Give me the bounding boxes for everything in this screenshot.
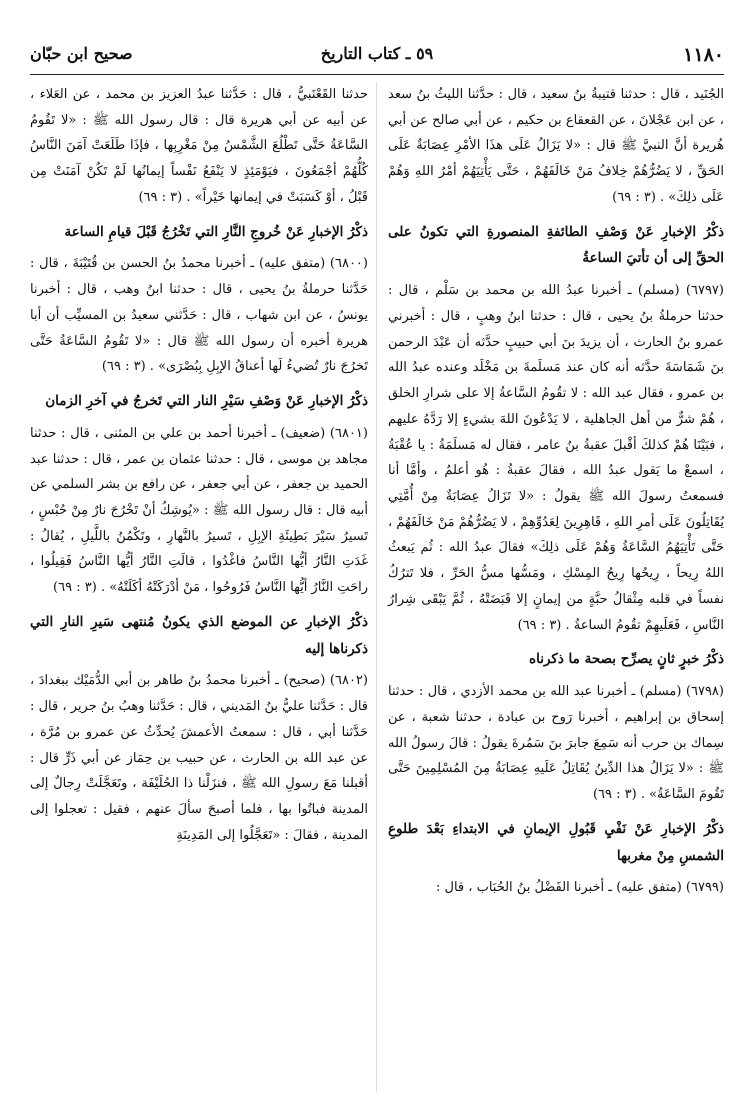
column-divider — [376, 82, 377, 1092]
section-heading: ذكْرُ الإخبارِ عن الموضع الذي يكونُ مُنتهى سَيرِ النارِ التي ذكرناها إليه — [30, 613, 368, 657]
hadith-paragraph: (٦٧٩٨) (مسلم) ـ أخبرنا عبد الله بن محمد الأزدي ، قال : حدثنا إسحاق بن إبراهيم ، أخبرنا رَوح بن عبادة ، حدثنا شعبة ، عن سِماك بن حرب أنه سَمِعَ جابرَ بنَ سَمُرةَ يقولُ : قالَ رسولُ الله ﷺ : «لا يَزَالُ هذا الدِّينُ يُقَاتِلُ عَلَيهِ عِصَابَةٌ مِنَ المُسْلِمِينَ حَتَّى تَقُومَ السَّاعَةُ» . (٣ : ٦٩) — [388, 684, 724, 803]
hadith-paragraph: (٦٧٩٧) (مسلم) ـ أخبرنا عبدُ الله بن محمد بن سَلْم ، قال : حدثنا حرملةُ بنُ يحيى ، قال : حدثنا ابنُ وهبٍ ، قال : أخبرني عمرو بنُ الحارث ، أن يزيدَ بنَ أبي حبيبٍ حدَّثه أن عَبْدَ الرحمن بنَ شَمَاسَةَ حدَّثه أنه كان عند مَسلَمةَ بن مَخْلَد وعنده عبدُ الله بن عمرو ، فقال عبد الله : لا تقُومُ السَّاعةُ إلا على شرارِ الخلق ، هُمْ شرٌّ من أهل الجاهلية ، لا يَدْعُونَ اللهَ بشيءٍ إلا رَدَّهُ عليهم ، فبَيْنَا هُمْ كذلكَ أقْبلَ عقبةُ بنُ عامر ، فقال له مَسلَمَةُ : يا عُقْبَةُ ، اسمعْ ما يَقول عبدُ الله ، فقالَ عقبةُ : هُو أعلمُ ، وأمَّا أنا فسمعتُ رسولَ الله ﷺ يقولُ : «لا تَزَالُ عِصَابَةٌ مِنْ أُمَّتِي يُقَاتِلُونَ عَلَى أمرِ اللهِ ، قَاهِرِينَ لِعَدُوِّهِمْ ، لا يَضُرُّهُمْ مَنْ خَالَفَهُمْ ، حَتَّى تَأْتِيَهُمُ السَّاعَةُ وَهُمْ عَلَى ذلِكَ» فقالَ عبدُ الله : ثُم يَبعثُ اللهُ رِيحاً ، رِيحُها رِيحُ المِسْكِ ، ومَسُّها مسُّ الحَرِّ ، فلا تَترُكُ نفساً في قلبه مِثْقالُ حبَّةٍ من إيمانٍ إلا قَبَضَتْهُ ، ثُمَّ يَبْقَى شِرارُ النَّاسِ ، فَعَلَيهِمْ تقُومُ الساعةُ . (٣ : ٦٩) — [388, 283, 724, 633]
right-text-column — [388, 82, 724, 1092]
book-title: صحيح ابن حبّان — [30, 44, 133, 63]
section-heading: ذكْرُ الإخبارِ عَنْ نَفْيِ قَبُولِ الإيمانِ في الابتداءِ بَعْدَ طلوعِ الشمسِ مِنْ مغربها — [388, 820, 724, 864]
chapter-title: ٥٩ ـ كتاب التاريخ — [320, 44, 434, 63]
section-heading: ذكْرُ خبرٍ ثانٍ يصرِّح بصحة ما ذكرناه — [529, 651, 724, 668]
hadith-paragraph: (٦٨٠٢) (صحيح) ـ أخبرنا محمدُ بنُ طاهر بن أبي الدُّمَيْك ببغدادَ ، قال : حَدَّثنا عليُّ بنُ المَديني ، قال : حَدَّثنا وهبُ بنُ جرير ، قال : حَدَّثنا أبي ، قال : سمعتُ الأعمشَ يُحدِّثُ عن عمرو بن مُرَّة ، عن عبد الله بن الحارث ، عن حبيب بن حِمَاز عن أبي ذَرٍّ قال : أقبلنا مَعَ رسولِ الله ﷺ ، فنزَلْنا ذا الحُلَيْفَة ، وتَعَجَّلَتْ رِجالٌ إلى المدينة فباتُوا بها ، فلما أصبحَ سألَ عنهم ، فقيل : تعجلوا إلى المدينة ، فقالَ : «تَعَجَّلُوا إلى المَدِينَةِ — [30, 673, 368, 843]
hadith-paragraph: (٦٧٩٩) (متفق عليه) ـ أخبرنا الفَضْلُ بنُ الحُبَاب ، قال : — [435, 880, 724, 896]
hadith-paragraph: حدثنا القَعْنَبيُّ ، قال : حَدَّثنا عبدُ العزيز بن محمد ، عن العَلاء ، عن أبيه عن أبي هريرة قال : قال رسول الله ﷺ : «لا تَقُومُ السَّاعَةُ حَتَّى تَطْلُعَ الشَّمْسُ مِنْ مَغْرِبِها ، فإذَا طَلَعَتْ آمَنَ النَّاسُ كُلُّهُمْ أجْمَعُونَ ، فيَوْمَئِذٍ لا يَنْفَعُ نَفْساً إيمانُها لَمْ تَكُنْ آمَنَتْ مِن قَبْلُ ، أوْ كَسَبَتْ في إيمانها خَيْراً» . (٣ : ٦٩) — [30, 87, 368, 205]
section-heading: ذكْرُ الإخبارِ عَنْ وَصْفِ الطائفةِ المنصورةِ التي تكونُ على الحقِّ إلى أن تأتيَ الساعةُ — [388, 223, 724, 267]
section-heading: ذكْرُ الإخبارِ عَنْ خُروجِ النَّارِ التي تَخْرُجُ قَبْلَ قيامِ الساعة — [64, 223, 368, 240]
hadith-paragraph: (٦٨٠١) (ضعيف) ـ أخبرنا أحمد بن علي بن المثنى ، قال : حدثنا مجاهد بن موسى ، قال : حدثنا عثمان بن عمر ، قال : حدثنا عبد الحميد بن جعفر ، عن أبي جعفر ، عن رافع بن بشر السلمي عن أبيه قال : قال رسول الله ﷺ : «يُوشِكُ أنْ تَخْرُجَ نارٌ مِنْ حُبْسٍ ، تَسيرُ سَيْرَ بَطِيئَةِ الإبِلِ ، تَسيرُ بالنَّهارِ ، وتَكْمُنُ باللَّيلِ ، يُقالُ : غَدَتِ النَّارُ أيُّها النَّاسُ فاغْدُوا ، قالَتِ النَّارُ أيُّها النَّاسُ فَقِيلُوا ، راحَتِ النَّارُ أيُّها النَّاسُ فَرُوحُوا ، مَنْ أدْرَكَتْهُ أكَلَتْهُ» . (٣ : ٦٩) — [30, 425, 368, 596]
hadith-paragraph: الجُنَيد ، قال : حدثنا قتيبةُ بنُ سعيد ، قال : حدَّثنا الليثُ بنُ سعد ، عن ابن عَجْلانَ ، عن القعقاع بن حكيم ، عن أبي صالح عن أبي هُريرة أنَّ النبيَّ ﷺ قال : «لا يَزَالُ عَلَى هذَا الأمْرِ عِصَابَةٌ عَلَى الحَقِّ ، لا يَضُرُّهُمْ خِلافُ مَنْ خَالَفَهُمْ ، حَتَّى يَأْتِيَهُمْ أمْرُ اللهِ وَهُمْ عَلَى ذلِكَ» . (٣ : ٦٩) — [388, 87, 724, 205]
section-heading: ذكْرُ الإخبارِ عَنْ وَصْفِ سَيْرِ النار التي تَخرجُ في آخرِ الزمان — [45, 393, 368, 410]
left-text-column — [30, 82, 368, 1092]
page-header — [30, 34, 724, 75]
page-number: ١١٨٠ — [683, 44, 724, 66]
hadith-paragraph: (٦٨٠٠) (متفق عليه) ـ أخبرنا محمدُ بنُ الحسن بن قُتَيْبَةَ ، قال : حَدَّثنا حرملةُ بنُ يحيى ، قال : حدثنا ابنُ وهب ، قال : أخبرنا يونسُ ، عن ابن شهاب ، قال : حَدَّثني سعيدُ بن المسيِّب أن أبا هريرة أخبره أن رسول الله ﷺ قال : «لا تَقُومُ السَّاعَةُ حَتَّى تَخرُجَ نارٌ تُضيءُ لَها أعناقُ الإبِلِ بِبُصْرَى» . (٣ : ٦٩) — [30, 256, 368, 375]
